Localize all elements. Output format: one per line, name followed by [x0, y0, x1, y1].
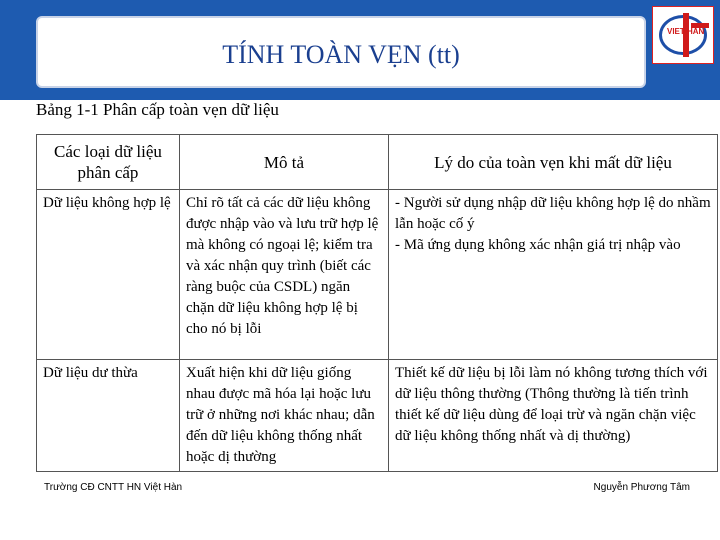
footer-author: Nguyễn Phương Tâm	[593, 482, 690, 493]
integrity-table	[36, 134, 718, 472]
cell-reason: Thiết kế dữ liệu bị lỗi làm nó không tương thích với dữ liệu thông thường (Thông thường là tiến trình thiết kế dữ liệu dùng để loại trừ và ngăn chặn việc dữ liệu không thống nhất và dị thường)	[389, 360, 718, 472]
slide-title: TÍNH TOÀN VẸN (tt)	[222, 40, 460, 69]
table-caption: Bảng 1-1 Phân cấp toàn vẹn dữ liệu	[36, 100, 279, 119]
cell-description: Chỉ rõ tất cả các dữ liệu không được nhập vào và lưu trữ hợp lệ mà không có ngoại lệ; kiểm tra và xác nhận quy trình (biết các ràng buộc của CSDL) ngăn chặn dữ liệu không hợp lệ bị cho nó bị lỗi	[180, 190, 389, 360]
table-row	[37, 360, 718, 472]
cell-description: Xuất hiện khi dữ liệu giống nhau được mã hóa lại hoặc lưu trữ ở những nơi khác nhau; dẫn đến dữ liệu không thống nhất hoặc dị thường	[180, 360, 389, 472]
table-row	[37, 190, 718, 360]
table-header-row	[37, 135, 718, 190]
cell-reason: - Người sử dụng nhập dữ liệu không hợp lệ do nhầm lẫn hoặc cố ý - Mã ứng dụng không xác nhận giá trị nhập vào	[389, 190, 718, 360]
cell-category: Dữ liệu dư thừa	[37, 360, 180, 472]
header-category: Các loại dữ liệu phân cấp	[37, 135, 180, 190]
school-logo-icon: VIET HAN	[652, 6, 714, 64]
header-reason: Lý do của toàn vẹn khi mất dữ liệu	[389, 135, 718, 190]
footer-school: Trường CĐ CNTT HN Việt Hàn	[44, 482, 183, 493]
header-description: Mô tả	[180, 135, 389, 190]
cell-category: Dữ liệu không hợp lệ	[37, 190, 180, 360]
